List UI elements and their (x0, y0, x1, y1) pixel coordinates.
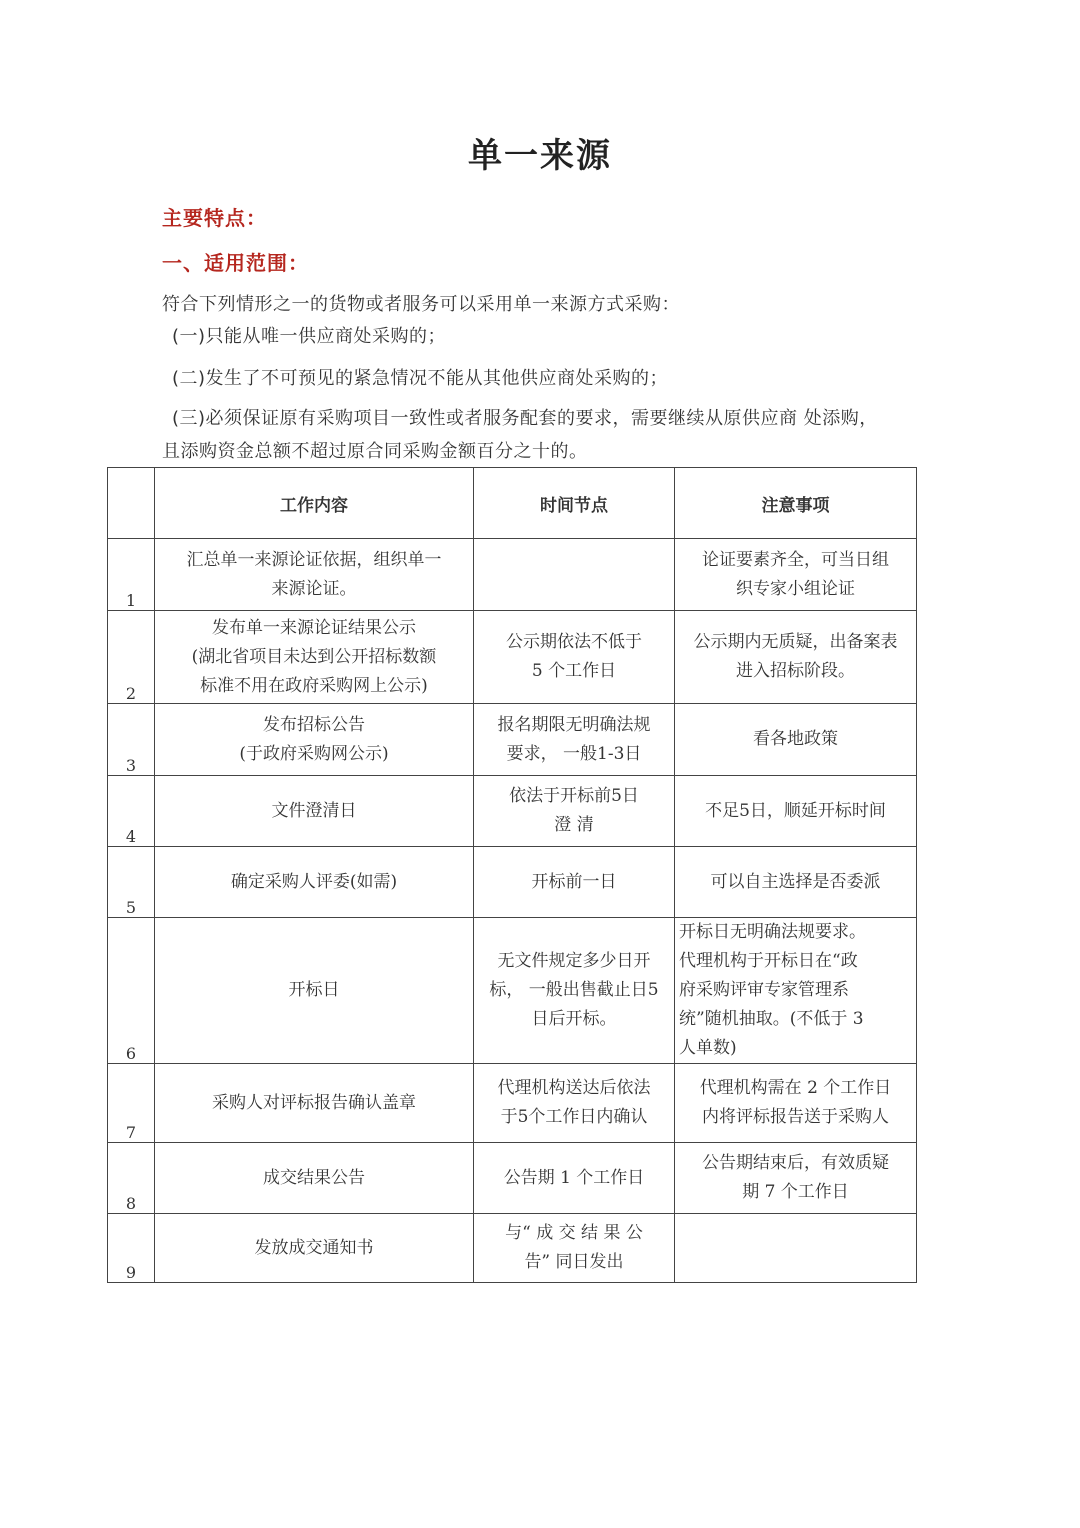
cell-line: 发放成交通知书 (254, 1237, 374, 1258)
table-row (108, 539, 917, 611)
notes-cell (675, 918, 917, 1064)
condition-2: (二)发生了不可预见的紧急情况不能从其他供应商处采购的； (172, 368, 669, 389)
header-time-node: 时间节点 (474, 468, 675, 539)
notes-cell (675, 847, 917, 918)
work-content-cell (155, 776, 474, 847)
time-node-cell (474, 539, 675, 611)
row-number: 9 (108, 1214, 155, 1283)
procurement-steps-table (107, 467, 917, 1283)
cell-line: 公示期依法不低于 (506, 632, 642, 652)
work-content-cell (155, 539, 474, 611)
section-heading-main-features: 主要特点： (162, 206, 267, 230)
time-node-cell (474, 918, 675, 1064)
row-number: 4 (108, 776, 155, 847)
cell-line: 依法于开标前5日 (509, 786, 639, 806)
row-number: 1 (108, 539, 155, 611)
cell-line: 公告期 1 个工作日 (503, 1167, 645, 1188)
cell-line: 于5个工作日内确认 (500, 1107, 648, 1127)
cell-line: 要求， 一般1-3日 (506, 743, 642, 764)
notes-cell (675, 776, 917, 847)
cell-line: 织专家小组论证 (736, 578, 855, 599)
header-index (108, 468, 155, 539)
intro-paragraph: 符合下列情形之一的货物或者服务可以采用单一来源方式采购： (162, 294, 680, 315)
work-content-cell (155, 1214, 474, 1283)
cell-line: 代理机构送达后依法 (497, 1078, 651, 1098)
cell-line: 开标日 (288, 980, 340, 1000)
cell-line: 5 个工作日 (531, 661, 617, 681)
cell-line: 府采购评审专家管理系 (679, 980, 849, 1000)
cell-line: 看各地政策 (753, 729, 838, 749)
row-number: 5 (108, 847, 155, 918)
cell-line: 澄 清 (554, 815, 594, 835)
notes-cell (675, 611, 917, 704)
cell-line: 期 7 个工作日 (742, 1182, 849, 1202)
time-node-cell (474, 1143, 675, 1214)
work-content-cell (155, 704, 474, 776)
cell-line: 人单数) (679, 1038, 737, 1058)
time-node-cell (474, 847, 675, 918)
cell-line: (于政府采购网公示) (239, 743, 389, 764)
cell-line: 发布单一来源论证结果公示 (212, 617, 416, 638)
row-number: 8 (108, 1143, 155, 1214)
cell-line: 标， 一般出售截止日5 (489, 980, 659, 1000)
table-row (108, 776, 917, 847)
cell-line: 代理机构需在 2 个工作日 (699, 1078, 892, 1098)
cell-line: 公示期内无质疑，出备案表 (693, 632, 898, 652)
condition-3-continued: 且添购资金总额不超过原合同采购金额百分之十的。 (162, 441, 588, 462)
cell-line: 发布招标公告 (263, 714, 365, 735)
row-number: 6 (108, 918, 155, 1064)
table-row (108, 1064, 917, 1143)
notes-cell (675, 1143, 917, 1214)
cell-line: 采购人对评标报告确认盖章 (212, 1092, 416, 1113)
time-node-cell (474, 611, 675, 704)
cell-line: 无文件规定多少日开 (497, 951, 651, 971)
cell-line: 统”随机抽取。(不低于 3 (679, 1009, 864, 1029)
work-content-cell (155, 1143, 474, 1214)
table-row (108, 611, 917, 704)
row-number: 7 (108, 1064, 155, 1143)
page-title: 单一来源 (468, 136, 612, 176)
cell-line: 可以自主选择是否委派 (710, 871, 881, 892)
row-number: 3 (108, 704, 155, 776)
cell-line: 内将评标报告送于采购人 (702, 1107, 889, 1127)
cell-line: 确定采购人评委(如需) (230, 871, 398, 892)
cell-line: 开标日无明确法规要求。 (679, 922, 866, 942)
table-row (108, 1143, 917, 1214)
work-content-cell (155, 611, 474, 704)
notes-cell (675, 704, 917, 776)
notes-cell (675, 1214, 917, 1283)
cell-line: 代理机构于开标日在“政 (679, 951, 858, 971)
cell-line: 报名期限无明确法规 (497, 714, 651, 735)
table-row (108, 847, 917, 918)
header-notes: 注意事项 (675, 468, 917, 539)
work-content-cell (155, 918, 474, 1064)
cell-line: 与“ 成 交 结 果 公 (505, 1223, 643, 1243)
cell-line: 日后开标。 (531, 1009, 617, 1029)
row-number: 2 (108, 611, 155, 704)
header-work-content: 工作内容 (155, 468, 474, 539)
notes-cell (675, 539, 917, 611)
time-node-cell (474, 1064, 675, 1143)
table-row (108, 1214, 917, 1283)
cell-line: 进入招标阶段。 (736, 661, 855, 681)
cell-line: 不足5日，顺延开标时间 (705, 800, 886, 821)
work-content-cell (155, 847, 474, 918)
condition-1: (一)只能从唯一供应商处采购的； (172, 326, 447, 347)
cell-line: 论证要素齐全，可当日组 (702, 549, 889, 570)
time-node-cell (474, 776, 675, 847)
table-row (108, 704, 917, 776)
cell-line: (湖北省项目未达到公开招标数额 (191, 646, 437, 667)
table-row (108, 918, 917, 1064)
condition-3: (三)必须保证原有采购项目一致性或者服务配套的要求，需要继续从原供应商 处添购， (172, 408, 878, 429)
cell-line: 标准不用在政府采购网上公示) (200, 675, 428, 696)
cell-line: 开标前一日 (531, 871, 617, 892)
time-node-cell (474, 704, 675, 776)
work-content-cell (155, 1064, 474, 1143)
table-header-row (108, 468, 917, 539)
time-node-cell (474, 1214, 675, 1283)
cell-line: 汇总单一来源论证依据，组织单一 (186, 549, 442, 570)
section-heading-scope: 一、适用范围： (162, 251, 309, 275)
table-body (108, 539, 917, 1283)
cell-line: 告” 同日发出 (524, 1252, 624, 1272)
cell-line: 文件澄清日 (271, 800, 357, 821)
cell-line: 来源论证。 (271, 578, 357, 599)
cell-line: 公告期结束后，有效质疑 (702, 1153, 889, 1173)
notes-cell (675, 1064, 917, 1143)
cell-line: 成交结果公告 (263, 1167, 365, 1188)
